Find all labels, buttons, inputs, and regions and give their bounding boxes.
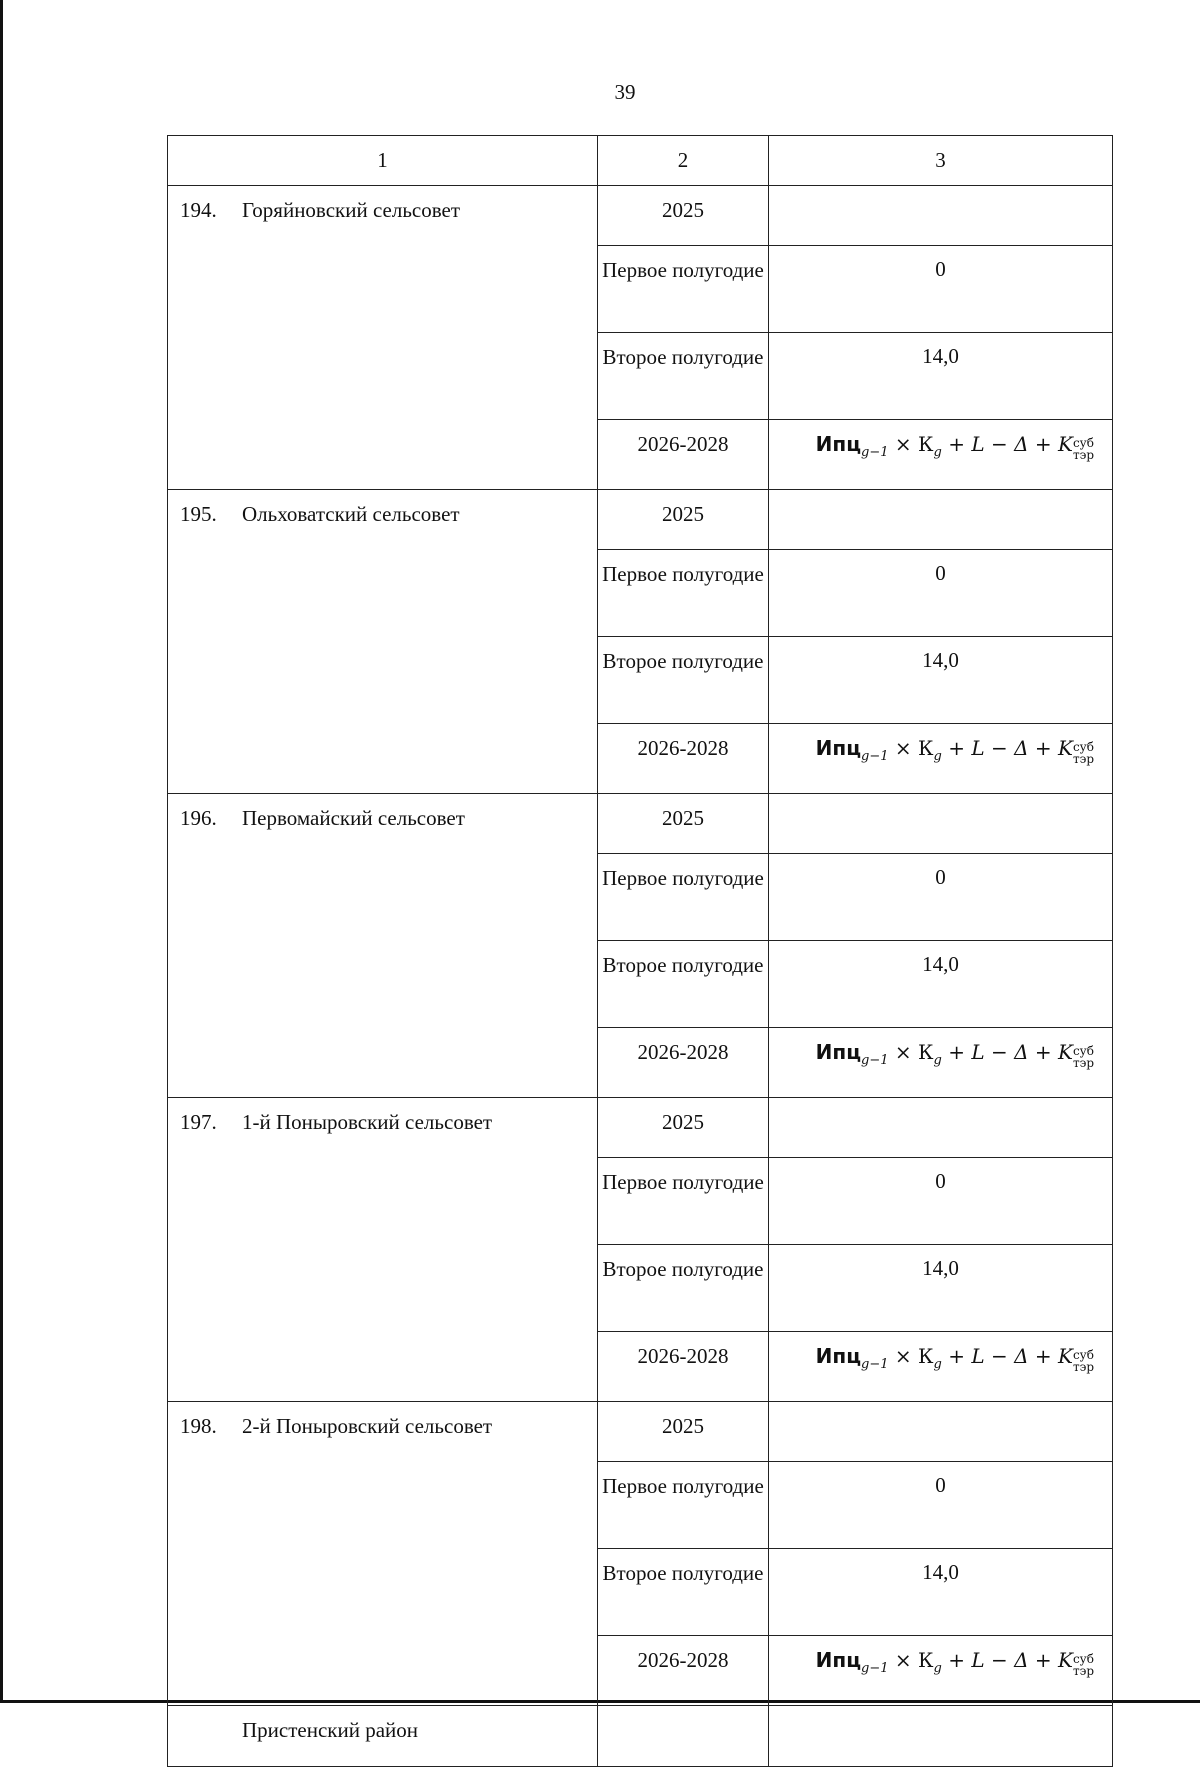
first-half-value: 0 (769, 550, 1113, 637)
formula-times: × (888, 736, 919, 760)
first-half-cell: Первое полугодие (598, 246, 769, 333)
table-row (168, 1402, 1113, 1462)
formula (815, 1648, 1094, 1678)
formula-sub-g1: g−1 (861, 445, 889, 460)
formula-k2: K (1058, 736, 1073, 760)
period-cell: 2026-2028 (598, 1028, 769, 1098)
formula-ipc: Ипц (815, 1040, 862, 1064)
formula-sub: тэр (1072, 1360, 1094, 1374)
period-cell: 2026-2028 (598, 420, 769, 490)
formula-ipc: Ипц (815, 736, 862, 760)
second-half-cell: Второе полугодие (598, 1549, 769, 1636)
scan-edge-left (0, 0, 3, 1703)
first-half-value: 0 (769, 1462, 1113, 1549)
formula-sub: тэр (1072, 448, 1094, 462)
settlement-name: Горяйновский сельсовет (242, 198, 461, 222)
second-half-value: 14,0 (769, 637, 1113, 724)
settlement-name: 2-й Поныровский сельсовет (242, 1414, 493, 1438)
table-row (168, 186, 1113, 246)
period-cell: 2026-2028 (598, 1636, 769, 1706)
formula-sub-g: g (933, 1357, 942, 1372)
empty-value-cell (769, 1098, 1113, 1158)
settlement-name: 1-й Поныровский сельсовет (242, 1110, 493, 1134)
formula-ipc: Ипц (815, 1648, 862, 1672)
formula-sub-g: g (933, 1053, 942, 1068)
empty-value-cell (769, 1402, 1113, 1462)
settlement-cell (168, 1098, 598, 1402)
second-half-cell: Второе полугодие (598, 941, 769, 1028)
formula-k2: K (1058, 432, 1073, 456)
second-half-value: 14,0 (769, 333, 1113, 420)
second-half-value: 14,0 (769, 1549, 1113, 1636)
formula-sup-sub (1073, 1653, 1094, 1677)
column-header-2: 2 (598, 136, 769, 186)
formula-sup-sub (1073, 437, 1094, 461)
first-half-value: 0 (769, 854, 1113, 941)
year-cell: 2025 (598, 490, 769, 550)
first-half-cell: Первое полугодие (598, 1462, 769, 1549)
row-number: 196. (180, 806, 217, 830)
formula-k: К (918, 1648, 934, 1672)
formula-sub-g: g (933, 749, 942, 764)
year-cell: 2025 (598, 186, 769, 246)
settlement-cell (168, 490, 598, 794)
formula-times: × (888, 432, 919, 456)
formula-rest: + L − Δ + (941, 1648, 1058, 1672)
formula-sub: тэр (1072, 752, 1094, 766)
formula-sup: суб (1072, 740, 1094, 754)
empty-cell (598, 1706, 769, 1767)
formula-rest: + L − Δ + (941, 432, 1058, 456)
formula-cell (769, 1332, 1113, 1402)
formula-sup-sub (1073, 741, 1094, 765)
formula-sub-g1: g−1 (861, 1661, 889, 1676)
second-half-value: 14,0 (769, 1245, 1113, 1332)
formula-sub-g: g (933, 1661, 942, 1676)
formula (815, 736, 1094, 766)
second-half-value: 14,0 (769, 941, 1113, 1028)
formula-k2: K (1058, 1344, 1073, 1368)
settlement-name: Ольховатский сельсовет (242, 502, 460, 526)
formula (815, 1344, 1094, 1374)
row-number: 194. (180, 198, 217, 222)
first-half-value: 0 (769, 246, 1113, 333)
formula-rest: + L − Δ + (941, 1040, 1058, 1064)
formula-cell (769, 1028, 1113, 1098)
empty-value-cell (769, 186, 1113, 246)
formula-ipc: Ипц (815, 1344, 862, 1368)
formula-k: К (918, 1344, 934, 1368)
formula-times: × (888, 1344, 919, 1368)
table-row (168, 1706, 1113, 1767)
formula-sub-g1: g−1 (861, 1357, 889, 1372)
year-cell: 2025 (598, 1098, 769, 1158)
empty-cell (769, 1706, 1113, 1767)
year-cell: 2025 (598, 794, 769, 854)
page-number: 39 (614, 80, 636, 104)
formula-sup-sub (1073, 1045, 1094, 1069)
period-cell: 2026-2028 (598, 1332, 769, 1402)
first-half-cell: Первое полугодие (598, 550, 769, 637)
row-number: 195. (180, 502, 217, 526)
formula-times: × (888, 1040, 919, 1064)
formula-sup: суб (1072, 436, 1094, 450)
formula-k: К (918, 736, 934, 760)
formula (815, 1040, 1094, 1070)
empty-value-cell (769, 794, 1113, 854)
formula-k: К (918, 432, 934, 456)
formula (815, 432, 1094, 462)
formula-k: К (918, 1040, 934, 1064)
second-half-cell: Второе полугодие (598, 1245, 769, 1332)
table-row (168, 490, 1113, 550)
first-half-cell: Первое полугодие (598, 854, 769, 941)
period-cell: 2026-2028 (598, 724, 769, 794)
formula-times: × (888, 1648, 919, 1672)
second-half-cell: Второе полугодие (598, 333, 769, 420)
formula-sup: суб (1072, 1044, 1094, 1058)
empty-value-cell (769, 490, 1113, 550)
formula-sub-g: g (933, 445, 942, 460)
column-header-1: 1 (168, 136, 598, 186)
settlement-cell (168, 794, 598, 1098)
formula-ipc: Ипц (815, 432, 862, 456)
formula-cell (769, 1636, 1113, 1706)
formula-cell (769, 724, 1113, 794)
table-row (168, 1098, 1113, 1158)
formula-sup: суб (1072, 1652, 1094, 1666)
district-name: Пристенский район (168, 1706, 598, 1767)
formula-rest: + L − Δ + (941, 1344, 1058, 1368)
first-half-value: 0 (769, 1158, 1113, 1245)
row-number: 197. (180, 1110, 217, 1134)
year-cell: 2025 (598, 1402, 769, 1462)
formula-sub-g1: g−1 (861, 1053, 889, 1068)
settlement-cell (168, 1402, 598, 1706)
formula-rest: + L − Δ + (941, 736, 1058, 760)
formula-sup: суб (1072, 1348, 1094, 1362)
formula-sup-sub (1073, 1349, 1094, 1373)
table-row (168, 794, 1113, 854)
data-table (167, 135, 1113, 1767)
formula-k2: K (1058, 1040, 1073, 1064)
formula-sub-g1: g−1 (861, 749, 889, 764)
row-number: 198. (180, 1414, 217, 1438)
column-header-3: 3 (769, 136, 1113, 186)
settlement-cell (168, 186, 598, 490)
formula-sub: тэр (1072, 1056, 1094, 1070)
settlement-name: Первомайский сельсовет (242, 806, 465, 830)
table-header-row (168, 136, 1113, 186)
formula-k2: K (1058, 1648, 1073, 1672)
formula-cell (769, 420, 1113, 490)
first-half-cell: Первое полугодие (598, 1158, 769, 1245)
formula-sub: тэр (1072, 1664, 1094, 1678)
second-half-cell: Второе полугодие (598, 637, 769, 724)
